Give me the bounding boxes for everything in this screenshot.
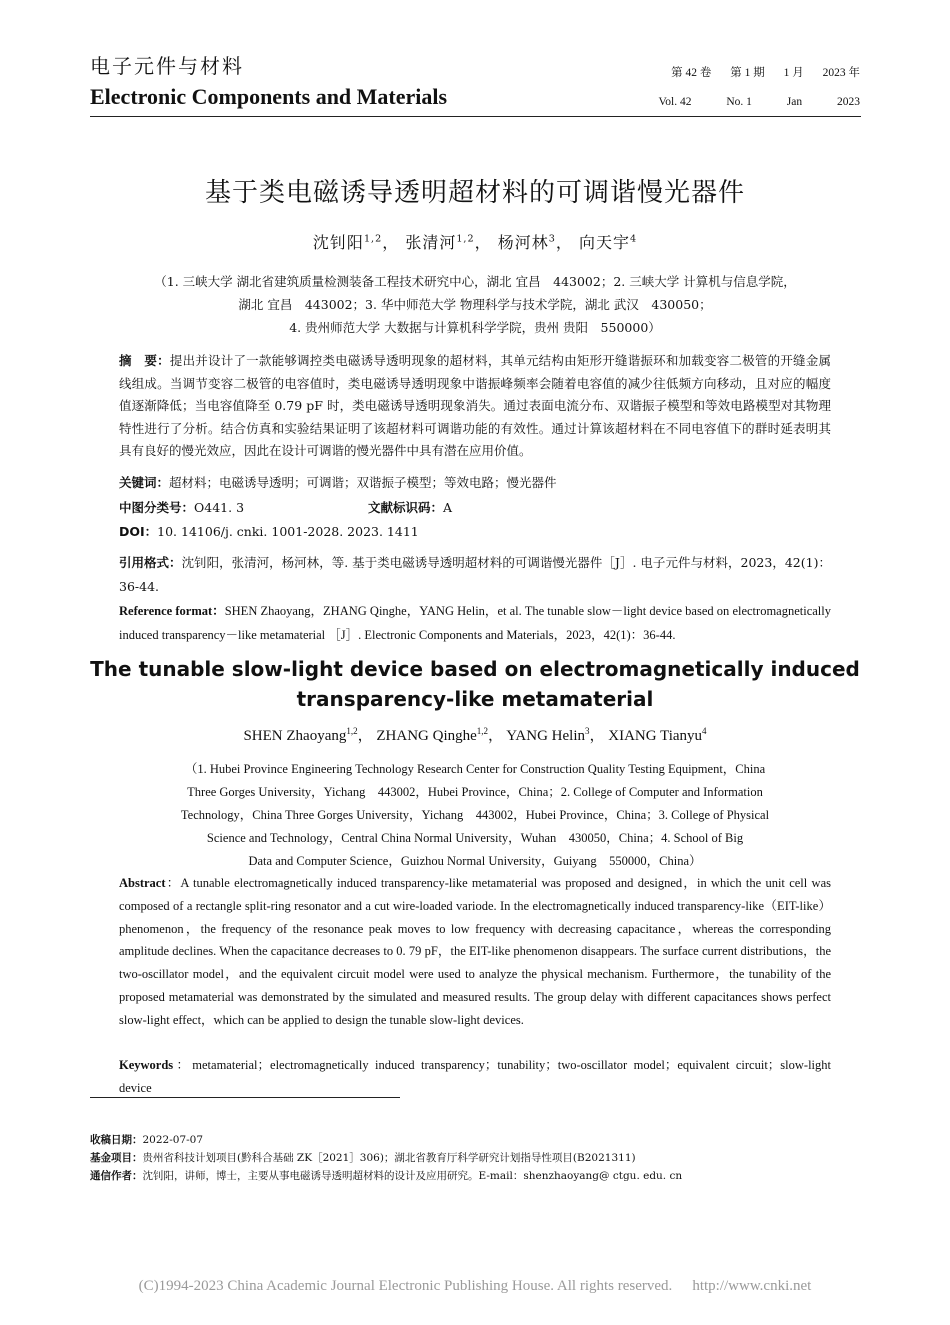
issue-number-en: No. 1 [726, 96, 752, 108]
copyright-url[interactable]: http://www.cnki.net [692, 1278, 812, 1294]
author: ZHANG Qinghe$^{1,2}$， [376, 726, 504, 744]
author: YANG Helin$^3$， [506, 726, 605, 744]
affiliation-line: （1. 三峡大学 湖北省建筑质量检测装备工程技术研究中心，湖北 宜昌 443002；2. 三峡大学 计算机与信息学院， [154, 274, 796, 289]
footnote-fund: 基金项目：贵州省科技计划项目(黔科合基础 ZK［2021］306)；湖北省教育厅科学研究计划指导性项目(B2021311) [90, 1152, 636, 1164]
title-line: The tunable slow-light device based on electromagnetically induced [90, 657, 860, 681]
affiliation-line: Technology，China Three Gorges University，Yichang 443002，Hubei Province，China；3. College of Physical [180, 808, 770, 822]
classification-line [119, 497, 831, 520]
affiliation-line: 湖北 宜昌 443002；3. 华中师范大学 物理科学与技术学院，湖北 武汉 430050； [238, 297, 712, 312]
keywords-text-en: metamaterial；electromagnetically induced transparency；tunability；two-oscillator model；equivalent circuit；slow-light device [119, 1058, 831, 1095]
doi-label: DOI： [119, 524, 158, 539]
copyright-notice [0, 1278, 950, 1295]
title-line: transparency-like metamaterial [296, 687, 654, 711]
keywords-label-en: Keywords [119, 1058, 174, 1072]
paper-title-cn: 基于类电磁诱导透明超材料的可调谐慢光器件 [204, 178, 745, 208]
header-rule [90, 116, 861, 117]
authors-cn [0, 230, 950, 253]
citation-text-cn: 沈钊阳，张清河，杨河林，等. 基于类电磁诱导透明超材料的可调谐慢光器件［J］. 电子元件与材料，2023，42(1)：36-44. [119, 555, 831, 594]
month-en: Jan [786, 96, 803, 108]
citation-text-en: SHEN Zhaoyang，ZHANG Qinghe，YANG Helin，et al. The tunable slow－light device based on electromagnetically induced transparency－like metamaterial ［J］. Electronic Components and Materials，2023，42(1)：36-44. [119, 604, 831, 642]
year-cn: 2023 年 [822, 67, 860, 79]
issue-number-cn: 第 1 期 [730, 67, 765, 79]
journal-name-en: Electronic Components and Materials [90, 84, 448, 109]
footnote-received: 收稿日期：2022-07-07 [90, 1134, 204, 1146]
clc-value: O441. 3 [194, 500, 245, 515]
citation-label-cn: 引用格式： [119, 555, 182, 570]
citation-en [119, 599, 831, 647]
affiliation-line: Science and Technology，Central China Normal University，Wuhan 430050，China；4. School of Big [206, 831, 744, 845]
authors-en [0, 724, 950, 745]
affiliations-en [150, 758, 800, 873]
author: XIANG Tianyu$^4$ [608, 726, 707, 744]
doi-line [119, 521, 831, 544]
footnote-corresponding-author: 通信作者：沈钊阳，讲师，博士，主要从事电磁诱导透明超材料的设计及应用研究。E-mail：shenzhaoyang@ ctgu. edu. cn [90, 1170, 683, 1182]
keywords-en: Keywords：metamaterial；electromagnetically induced transparency；tunability；two-oscillator model；equivalent circuit；slow-light device [119, 1058, 831, 1095]
journal-name-cn: 电子元件与材料 [90, 54, 244, 78]
affiliations-cn [110, 270, 840, 339]
author: 向天宇$^4$ [578, 233, 638, 252]
affiliation-line: （1. Hubei Province Engineering Technology Research Center for Construction Quality Testing Equipment，China [184, 762, 766, 776]
paper-title-en [0, 654, 950, 714]
author: SHEN Zhaoyang$^{1,2}$， [243, 726, 373, 744]
affiliation-line: Data and Computer Science，Guizhou Normal University，Guiyang 550000，China） [248, 854, 702, 868]
keywords-cn [119, 472, 831, 495]
affiliation-line: 4. 贵州师范大学 大数据与计算机科学学院，贵州 贵阳 550000） [289, 320, 661, 335]
affiliation-line: Three Gorges University，Yichang 443002，Hubei Province，China；2. College of Computer and Information [187, 785, 763, 799]
keywords-label-cn: 关键词： [119, 475, 170, 490]
doi-value: 10. 14106/j. cnki. 1001-2028. 2023. 1411 [157, 524, 419, 539]
citation-label-en: Reference format： [119, 604, 225, 618]
abstract-label-cn: 摘 要： [119, 353, 170, 368]
copyright-text: (C)1994-2023 China Academic Journal Electronic Publishing House. All rights reserved. [138, 1278, 673, 1294]
abstract-label-en: Abstract [119, 876, 166, 890]
issue-info-cn [655, 64, 860, 80]
footnote-rule [90, 1097, 400, 1098]
abstract-text-cn: 提出并设计了一款能够调控类电磁诱导透明现象的超材料，其单元结构由矩形开缝谐振环和加载变容二极管的开缝金属线组成。当调节变容二极管的电容值时，类电磁诱导透明现象中谐振峰频率会随着电容值的减少往低频方向移动，且对应的幅度值逐渐降低；当电容值降至 0.79 pF 时，类电磁诱导透明现象消失。通过表面电流分布、双谐振子模型和等效电路模型对其物理特性进行了分析。结合仿真和实验结果证明了该超材料可调谐功能的有效性。通过计算该超材料在不同电容值下的群时延表明其具有良好的慢光效应，因此在设计可调谐的慢光器件中具有潜在应用价值。 [119, 353, 831, 459]
clc-label: 中图分类号： [119, 500, 195, 515]
citation-cn [119, 551, 831, 599]
abstract-cn [119, 350, 831, 463]
volume-cn: 第 42 卷 [671, 67, 712, 79]
abstract-text-en: A tunable electromagnetically induced transparency-like metamaterial was proposed and designed，in which the unit cell was composed of a rectangle split-ring resonator and a cut wire-loaded variode. In the electromagnetically induced transparency-like（EIT-like）phenomenon，the frequency of the resonance peak moves to low frequency with decreasing capacitance，whereas the corresponding amplitude declines. When the capacitance decreases to 0. 79 pF，the EIT-like phenomenon disappears. The surface current distributions，the two-oscillator model，and the equivalent circuit model were used to analyze the physical mechanism. Furthermore，the tunability of the proposed metamaterial was demonstrated by the simulated and measured results. The group delay with different capacitances shows perfect slow-light effect，which can be applied to design the tunable slow-light devices. [119, 876, 831, 1027]
abstract-en: Abstract：A tunable electromagnetically induced transparency-like metamaterial was proposed and designed，in which the unit cell was composed of a rectangle split-ring resonator and a cut wire-loaded variode. In the electromagnetically induced transparency-like（EIT-like）phenomenon，the frequency of the resonance peak moves to low frequency with decreasing capacitance，whereas the corresponding amplitude declines. When the capacitance decreases to 0. 79 pF，the EIT-like phenomenon disappears. The surface current distributions，the two-oscillator model，and the equivalent circuit model were used to analyze the physical mechanism. Furthermore，the tunability of the proposed metamaterial was demonstrated by the simulated and measured results. The group delay with different capacitances shows perfect slow-light effect，which can be applied to design the tunable slow-light devices. [119, 876, 831, 1027]
author: 张清河$^{1,2}$， [405, 233, 492, 252]
author: 沈钊阳$^{1,2}$， [312, 233, 400, 252]
month-cn: 1 月 [783, 67, 804, 79]
author: 杨河林$^3$， [497, 233, 573, 252]
year-en: 2023 [837, 96, 860, 108]
document-code: 文献标识码：A [368, 500, 453, 515]
issue-info-en [642, 96, 860, 108]
keywords-text-cn: 超材料；电磁诱导透明；可调谐；双谐振子模型；等效电路；慢光器件 [169, 475, 557, 490]
volume-en: Vol. 42 [658, 96, 692, 108]
